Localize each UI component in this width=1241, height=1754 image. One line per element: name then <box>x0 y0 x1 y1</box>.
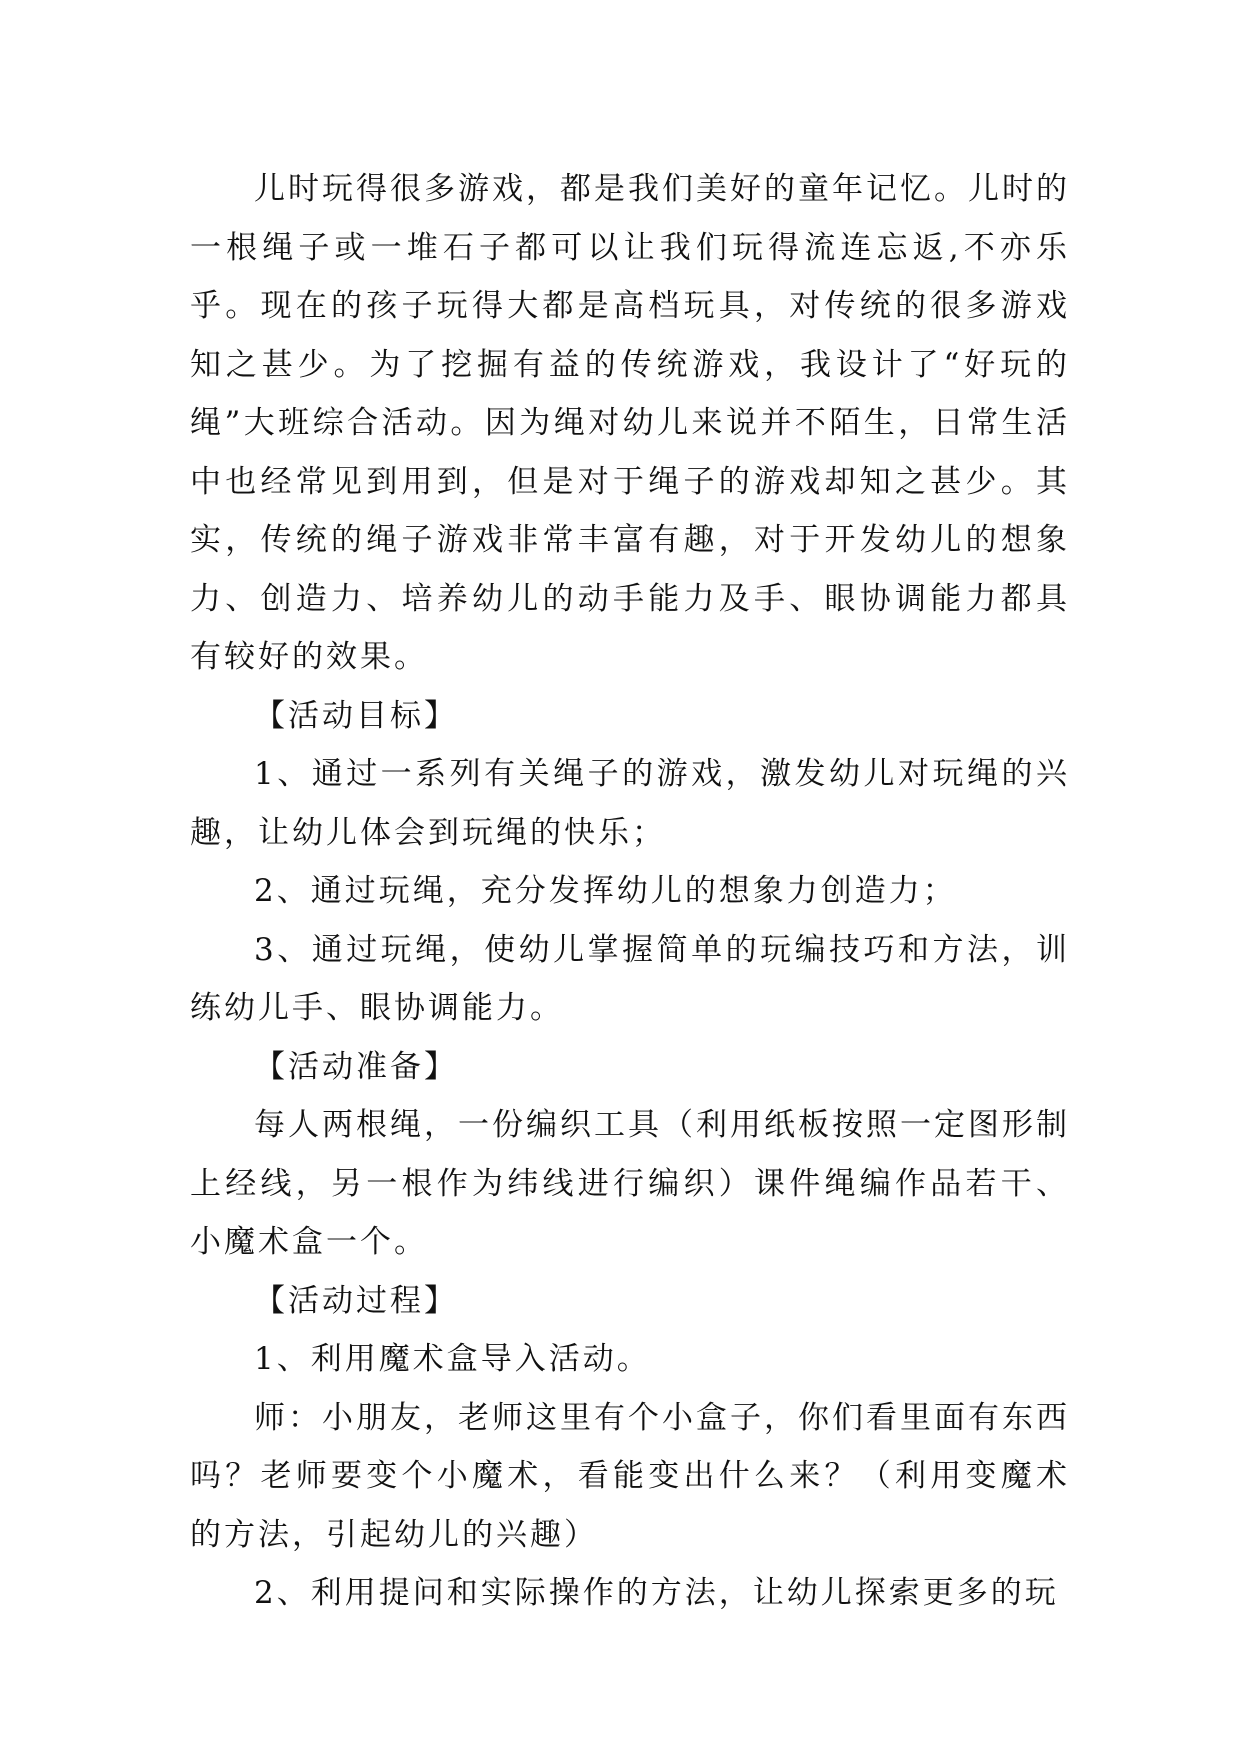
process-heading: 【活动过程】 <box>254 1282 458 1319</box>
intro-paragraph: 儿时玩得很多游戏，都是我们美好的童年记忆。儿时的一根绳子或一堆石子都可以让我们玩得流连忘返,不亦乐乎。现在的孩子玩得大都是高档玩具，对传统的很多游戏知之甚少。为了挖掘有益的传统游戏，我设计了“好玩的绳”大班综合活动。因为绳对幼儿来说并不陌生，日常生活中也经常见到用到，但是对于绳子的游戏却知之甚少。其实，传统的绳子游戏非常丰富有趣，对于开发幼儿的想象力、创造力、培养幼儿的动手能力及手、眼协调能力都具有较好的效果。 <box>190 171 1070 675</box>
process-step-1: 1、利用魔术盒导入活动。 <box>254 1341 651 1377</box>
prep-heading: 【活动准备】 <box>254 1048 458 1085</box>
goal-item-3: 3、通过玩绳，使幼儿掌握简单的玩编技巧和方法，训练幼儿手、眼协调能力。 <box>190 931 1070 1026</box>
process-step-2: 2、利用提问和实际操作的方法，让幼儿探索更多的玩 <box>254 1575 1059 1611</box>
teacher-dialogue: 师：小朋友，老师这里有个小盒子，你们看里面有东西吗？老师要变个小魔术，看能变出什么来？（利用变魔术的方法，引起幼儿的兴趣） <box>190 1399 1070 1553</box>
goal-item-1: 1、通过一系列有关绳子的游戏，激发幼儿对玩绳的兴趣，让幼儿体会到玩绳的快乐； <box>190 756 1070 851</box>
goal-item-2: 2、通过玩绳，充分发挥幼儿的想象力创造力； <box>254 873 957 909</box>
prep-paragraph: 每人两根绳，一份编织工具（利用纸板按照一定图形制上经线，另一根作为纬线进行编织）课件绳编作品若干、小魔术盒一个。 <box>190 1107 1070 1260</box>
goals-heading: 【活动目标】 <box>254 697 458 734</box>
document-body <box>190 160 1070 1623</box>
